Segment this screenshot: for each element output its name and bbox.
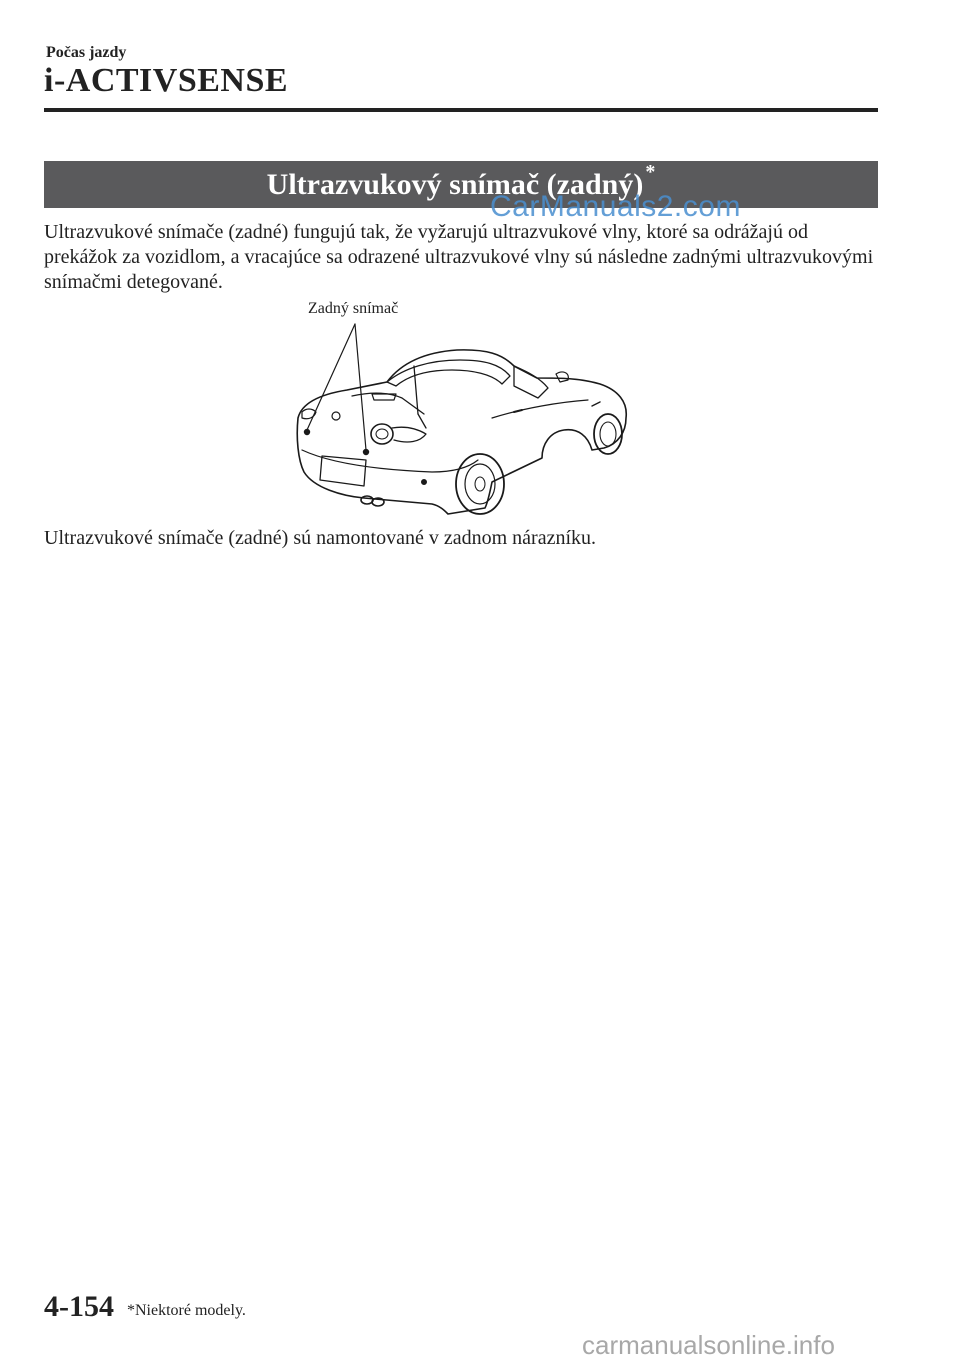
mount-location-paragraph: Ultrazvukové snímače (zadné) sú namontované v zadnom nárazníku. <box>44 527 597 549</box>
rear-sensor-callout: Zadný snímač <box>308 300 399 317</box>
rear-car-illustration-icon <box>292 322 637 518</box>
watermark-carmanualsonline: carmanualsonline.info <box>582 1330 835 1360</box>
chapter-divider <box>44 108 878 112</box>
chapter-title: i-ACTIVSENSE <box>44 62 289 99</box>
page-number: 4-154 <box>44 1290 114 1323</box>
topic-title: Ultrazvukový snímač (zadný) <box>266 167 644 201</box>
intro-paragraph: Ultrazvukové snímače (zadné) fungujú tak, že vyžarujú ultrazvukové vlny, ktoré sa odrážajú od prekážok za vozidlom, a vracajúce sa odrazené ultrazvukové vlny sú následne zadnými ultrazvukovými snímačmi detegované. <box>44 221 874 293</box>
section-label: Počas jazdy <box>46 44 127 61</box>
topic-banner <box>44 161 878 208</box>
optional-equipment-asterisk: * <box>645 161 656 183</box>
watermark-carmanuals2: CarManuals2.com <box>490 190 741 223</box>
footnote: *Niektoré modely. <box>127 1302 246 1319</box>
